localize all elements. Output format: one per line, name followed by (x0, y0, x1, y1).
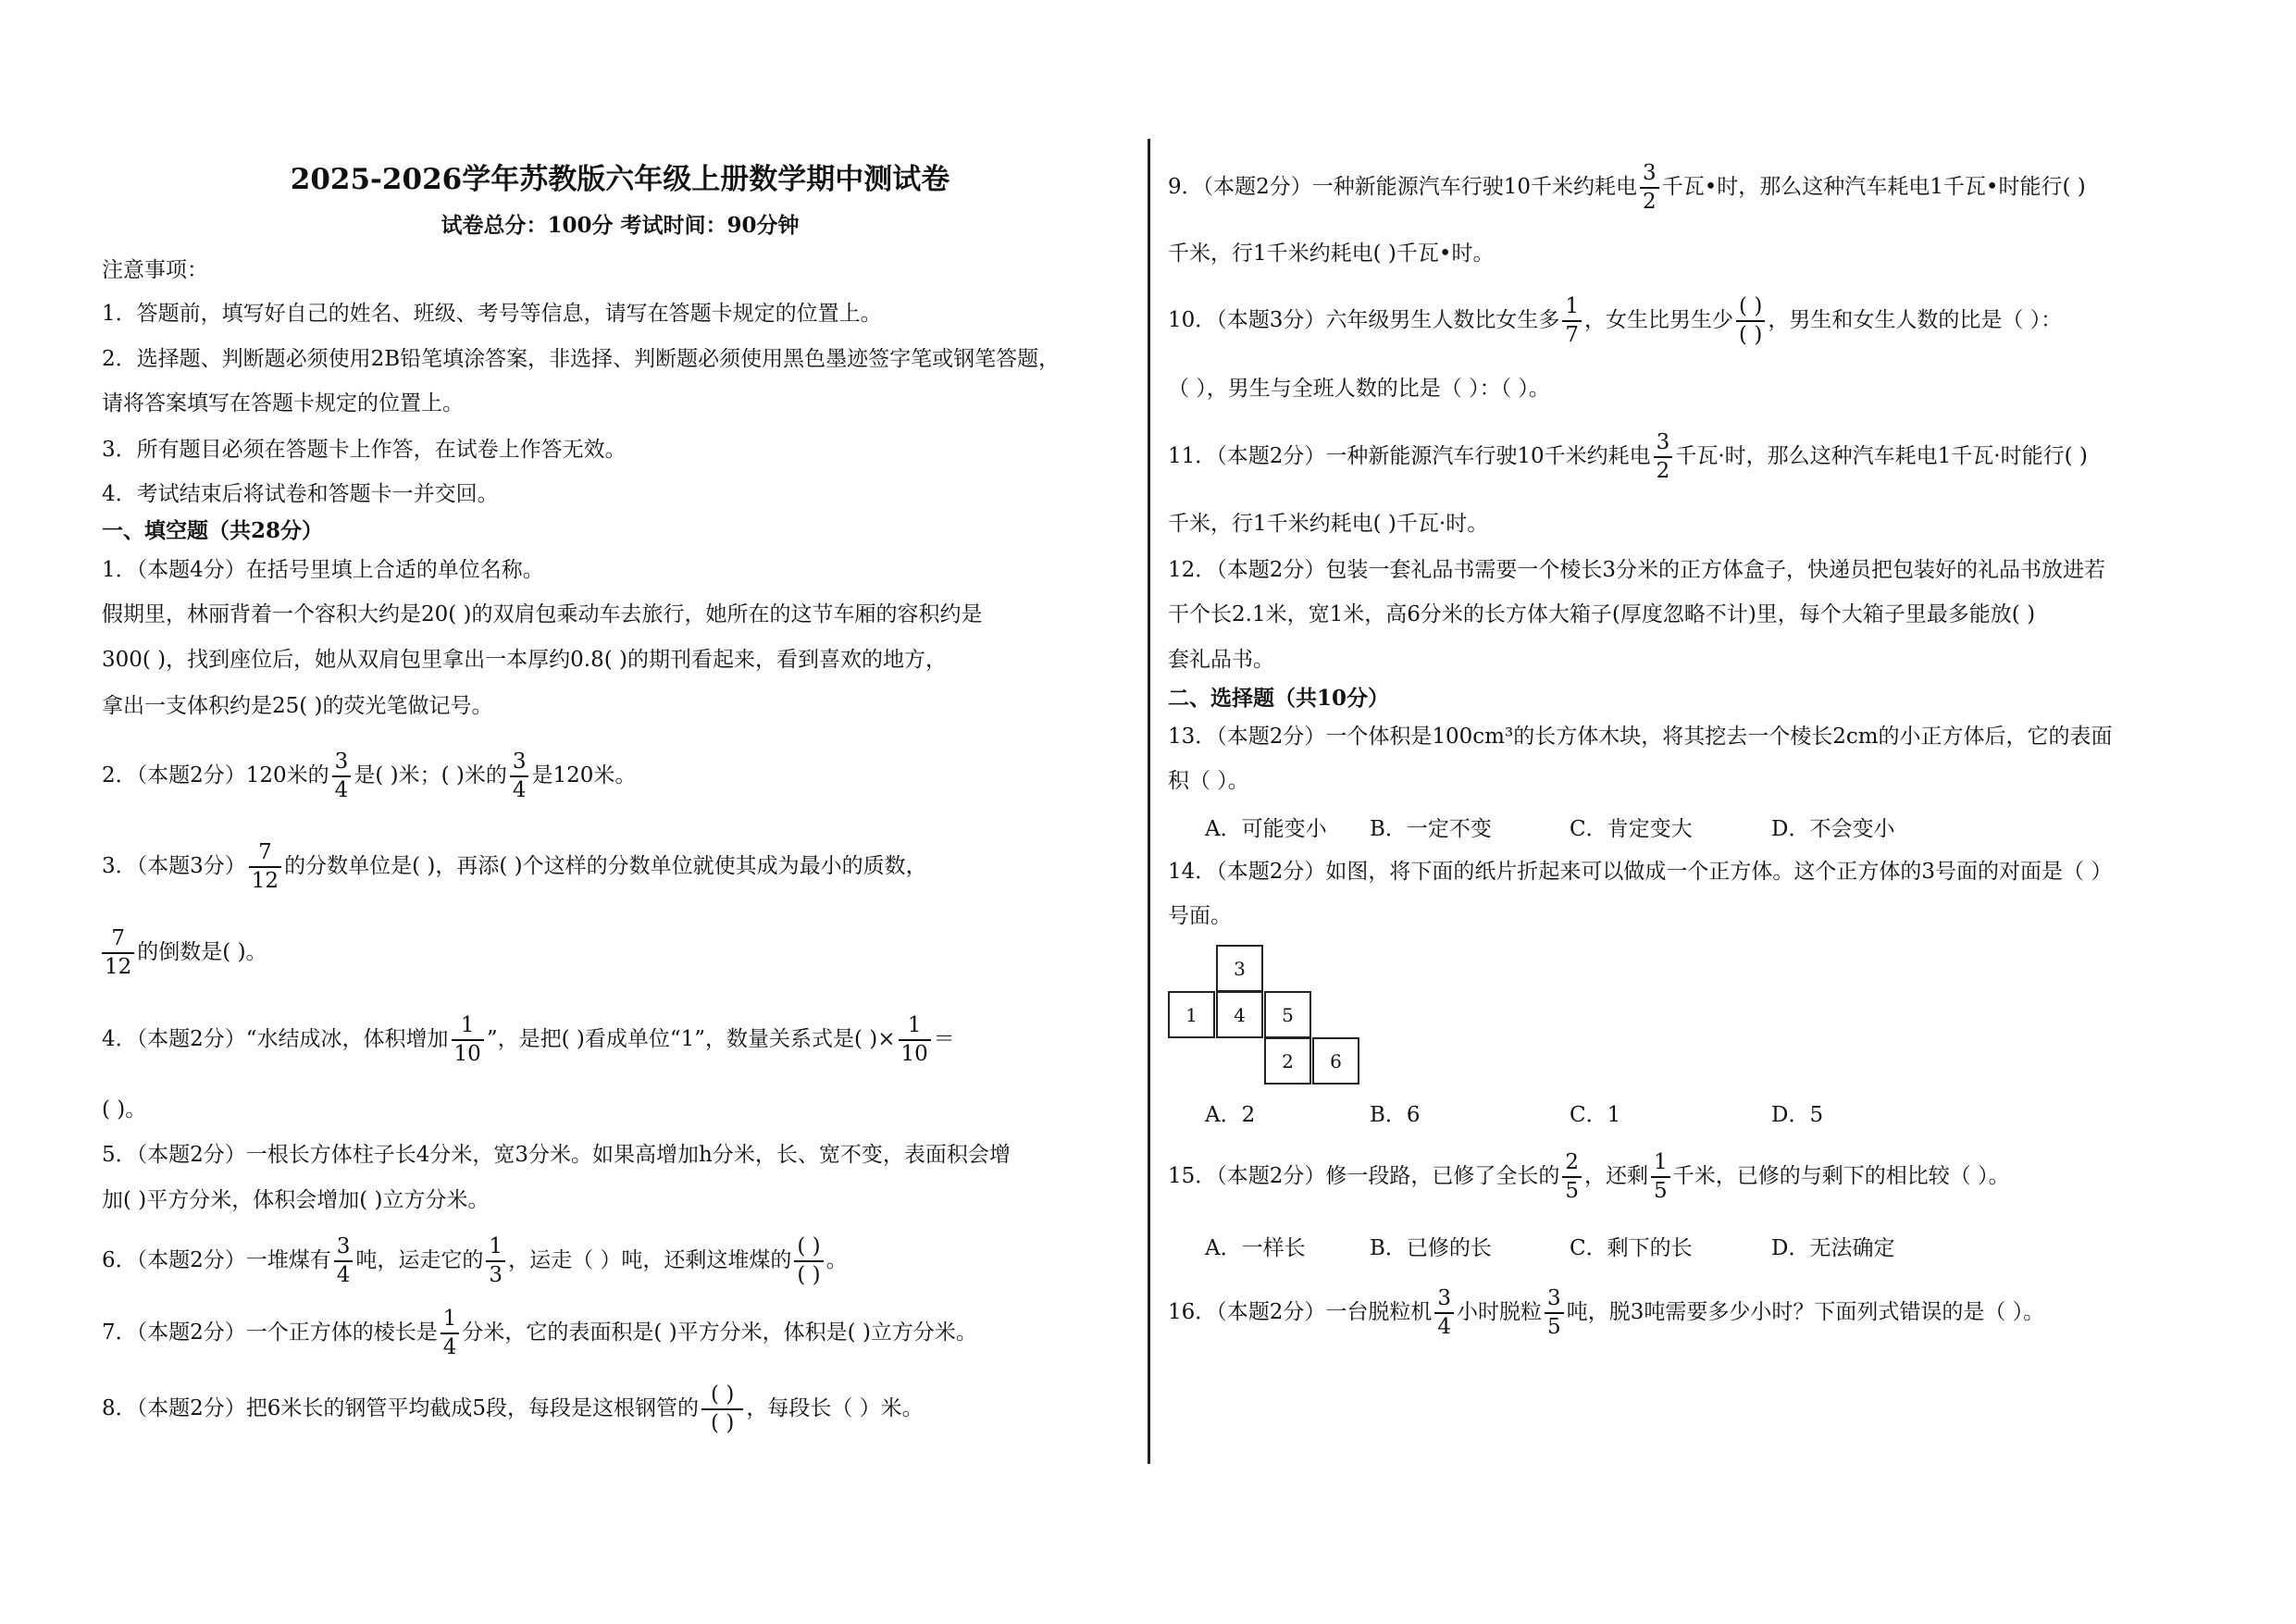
denominator: 10 (900, 1042, 928, 1066)
question-11 (1168, 432, 2088, 482)
text-segment: 千瓦•时，那么这种汽车耗电1千瓦•时能行( ) (1661, 175, 2086, 199)
question-3 (102, 842, 927, 892)
denominator: 2 (1643, 190, 1657, 214)
denominator: 12 (251, 869, 279, 893)
question-5-line: 加( )平方分米，体积会增加( )立方分米。 (102, 1188, 490, 1212)
text-segment: 11．（本题2分）一种新能源汽车行驶10千米约耗电 (1168, 444, 1651, 468)
question-6 (102, 1236, 848, 1286)
numerator: ( ) (794, 1236, 823, 1262)
denominator: 5 (1565, 1179, 1580, 1203)
question-14-line: 号面。 (1168, 904, 1232, 928)
cube-net-figure (1168, 945, 1362, 1084)
numerator: 3 (332, 751, 352, 777)
net-cell: 6 (1312, 1037, 1359, 1085)
notice-item: 1．答题前，填写好自己的姓名、班级、考号等信息，请写在答题卡规定的位置上。 (102, 302, 882, 326)
numerator: 2 (1562, 1152, 1582, 1178)
denominator: 4 (336, 1263, 351, 1287)
question-9 (1168, 163, 2086, 213)
question-1-line: 300( )，找到座位后，她从双肩包里拿出一本厚约0.8( )的期刊看起来，看到喜欢的地方， (102, 648, 947, 672)
numerator: 1 (452, 1015, 484, 1041)
option-a: A．2 (1205, 1103, 1256, 1127)
text-segment: 8．（本题2分）把6米长的钢管平均截成5段，每段是这根钢管的 (102, 1396, 700, 1420)
numerator: 3 (510, 751, 529, 777)
question-9-cont: 千米，行1千米约耗电( )千瓦•时。 (1168, 242, 1495, 266)
text-segment: 小时脱粒 (1457, 1300, 1543, 1324)
fraction (486, 1236, 505, 1286)
column-divider (1148, 139, 1150, 1464)
fraction (1640, 163, 1659, 213)
notice-item: 2．选择题、判断题必须使用2B铅笔填涂答案，非选择、判断题必须使用黑色墨迹签字笔或钢笔答题， (102, 347, 1061, 371)
net-cell: 2 (1264, 1037, 1311, 1085)
question-10 (1168, 296, 2062, 346)
question-15 (1168, 1152, 2010, 1202)
text-segment: 是120米。 (531, 763, 637, 787)
question-8 (102, 1384, 924, 1434)
fraction (1562, 1152, 1582, 1202)
denominator: 4 (1437, 1315, 1452, 1339)
fraction (1562, 296, 1582, 346)
question-1-line: 假期里，林丽背着一个容积大约是20( )的双肩包乘动车去旅行，她所在的这节车厢的容积约是 (102, 602, 983, 626)
option-c: C．1 (1570, 1103, 1621, 1127)
denominator: 12 (105, 955, 132, 979)
fraction (510, 751, 529, 801)
option-b: B．已修的长 (1370, 1236, 1492, 1260)
numerator: ( ) (1736, 296, 1765, 322)
numerator: ( ) (701, 1384, 743, 1410)
denominator: 2 (1656, 459, 1670, 483)
numerator: 3 (334, 1236, 354, 1262)
section-heading-fill: 一、填空题（共28分） (102, 518, 324, 543)
denominator: 4 (442, 1335, 457, 1359)
numerator: 3 (1640, 163, 1659, 189)
text-segment: ，女生比男生少 (1584, 308, 1734, 332)
question-13-line: 13．（本题2分）一个体积是100cm³的长方体木块，将其挖去一个棱长2cm的小正方体后，它的表面 (1168, 725, 2113, 749)
denominator: 4 (334, 778, 349, 802)
option-d: D．5 (1771, 1103, 1824, 1127)
net-cell: 4 (1216, 991, 1263, 1038)
question-12-line: 12．（本题2分）包装一套礼品书需要一个棱长3分米的正方体盒子，快递员把包装好的礼品书放进若 (1168, 558, 2106, 582)
question-5-line: 5．（本题2分）一根长方体柱子长4分米，宽3分米。如果高增加h分米，长、宽不变，表面积会增 (102, 1143, 1011, 1167)
numerator: 1 (486, 1236, 505, 1262)
numerator: 3 (1654, 432, 1673, 458)
question-1-line: 拿出一支体积约是25( )的荧光笔做记号。 (102, 694, 493, 718)
question-10-cont: （ ），男生与全班人数的比是（ ）：（ ）。 (1168, 377, 1550, 401)
denominator: ( ) (711, 1411, 735, 1435)
text-segment: 4．（本题2分）“水结成冰，体积增加 (102, 1027, 449, 1051)
fraction (1545, 1288, 1564, 1338)
blank-fraction (1736, 296, 1765, 346)
text-segment: 3．（本题3分） (102, 854, 246, 878)
text-segment: 16．（本题2分）一台脱粒机 (1168, 1300, 1433, 1324)
question-11-cont: 千米，行1千米约耗电( )千瓦·时。 (1168, 512, 1489, 536)
text-segment: 的倒数是( )。 (137, 940, 267, 964)
option-c: C．肯定变大 (1570, 817, 1693, 841)
text-segment: 9．（本题2分）一种新能源汽车行驶10千米约耗电 (1168, 175, 1638, 199)
denominator: 5 (1654, 1179, 1668, 1203)
question-13-line: 积（ ）。 (1168, 769, 1249, 793)
option-a: A．一样长 (1205, 1236, 1306, 1260)
denominator: 5 (1547, 1315, 1561, 1339)
fraction (1434, 1288, 1454, 1338)
notice-heading: 注意事项： (102, 258, 208, 282)
text-segment: ，还剩 (1584, 1164, 1649, 1188)
question-3-cont (102, 928, 267, 978)
text-segment: 吨，运走它的 (355, 1248, 484, 1272)
text-segment: 千米，已修的与剩下的相比较（ ）。 (1672, 1164, 2010, 1188)
net-cell: 5 (1264, 991, 1311, 1038)
denominator: ( ) (797, 1263, 821, 1287)
denominator: 4 (512, 778, 527, 802)
text-segment: ，每段长（ ）米。 (746, 1396, 924, 1420)
question-4-cont: ( )。 (102, 1097, 147, 1122)
exam-title: 2025-2026学年苏教版六年级上册数学期中测试卷 (290, 163, 950, 196)
question-7 (102, 1308, 977, 1358)
numerator: 7 (249, 842, 281, 868)
question-1-stem: 1．（本题4分）在括号里填上合适的单位名称。 (102, 558, 544, 582)
denominator: ( ) (1739, 323, 1763, 347)
numerator: 1 (1651, 1152, 1670, 1178)
text-segment: 。 (825, 1248, 848, 1272)
fraction (1654, 432, 1673, 482)
text-segment: ＝ (933, 1027, 955, 1051)
text-segment: 15．（本题2分）修一段路，已修了全长的 (1168, 1164, 1560, 1188)
notice-item: 4．考试结束后将试卷和答题卡一并交回。 (102, 482, 499, 506)
question-12-line: 干个长2.1米，宽1米，高6分米的长方体大箱子(厚度忽略不计)里，每个大箱子里最多能放( ) (1168, 602, 2036, 626)
numerator: 7 (102, 928, 134, 954)
net-cell: 3 (1216, 945, 1263, 992)
option-b: B．6 (1370, 1103, 1421, 1127)
fraction (441, 1308, 460, 1358)
text-segment: ，男生和女生人数的比是（ ）： (1768, 308, 2063, 332)
text-segment: ”，是把( )看成单位“1”，数量关系式是( )× (486, 1027, 896, 1051)
text-segment: 分米，它的表面积是( )平方分米，体积是( )立方分米。 (462, 1320, 977, 1345)
fraction (899, 1015, 931, 1065)
fraction (1651, 1152, 1670, 1202)
fraction (102, 928, 134, 978)
notice-item: 3．所有题目必须在答题卡上作答，在试卷上作答无效。 (102, 438, 627, 462)
denominator: 10 (453, 1042, 481, 1066)
text-segment: 吨，脱3吨需要多少小时？下面列式错误的是（ ）。 (1566, 1300, 2045, 1324)
numerator: 1 (441, 1308, 460, 1334)
text-segment: 是( )米；( )米的 (354, 763, 507, 787)
fraction (334, 1236, 354, 1286)
text-segment: 的分数单位是( )，再添( )个这样的分数单位就使其成为最小的质数， (284, 854, 927, 878)
question-14-line: 14．（本题2分）如图，将下面的纸片折起来可以做成一个正方体。这个正方体的3号面的对面是（ ） (1168, 860, 2113, 884)
blank-fraction (701, 1384, 743, 1434)
option-c: C．剩下的长 (1570, 1236, 1693, 1260)
fraction (452, 1015, 484, 1065)
question-12-line: 套礼品书。 (1168, 648, 1274, 672)
numerator: 3 (1545, 1288, 1564, 1314)
question-16 (1168, 1288, 2044, 1338)
numerator: 1 (1562, 296, 1582, 322)
question-4 (102, 1015, 955, 1065)
text-segment: 7．（本题2分）一个正方体的棱长是 (102, 1320, 438, 1345)
denominator: 3 (489, 1263, 503, 1287)
blank-fraction (794, 1236, 823, 1286)
net-cell: 1 (1168, 991, 1215, 1038)
section-heading-choice: 二、选择题（共10分） (1168, 686, 1390, 711)
text-segment: 千瓦·时，那么这种汽车耗电1千瓦·时能行( ) (1675, 444, 2088, 468)
text-segment: 2．（本题2分）120米的 (102, 763, 329, 787)
fraction (249, 842, 281, 892)
option-a: A．可能变小 (1205, 817, 1327, 841)
text-segment: 10．（本题3分）六年级男生人数比女生多 (1168, 308, 1560, 332)
numerator: 1 (899, 1015, 931, 1041)
text-segment: 6．（本题2分）一堆煤有 (102, 1248, 331, 1272)
numerator: 3 (1434, 1288, 1454, 1314)
notice-item: 请将答案填写在答题卡规定的位置上。 (102, 391, 464, 415)
denominator: 7 (1565, 323, 1580, 347)
question-2 (102, 751, 636, 801)
text-segment: ，运走（ ）吨，还剩这堆煤的 (508, 1248, 792, 1272)
option-b: B．一定不变 (1370, 817, 1492, 841)
fraction (332, 751, 352, 801)
option-d: D．不会变小 (1771, 817, 1895, 841)
exam-subtitle: 试卷总分：100分 考试时间：90分钟 (441, 213, 800, 238)
option-d: D．无法确定 (1771, 1236, 1895, 1260)
